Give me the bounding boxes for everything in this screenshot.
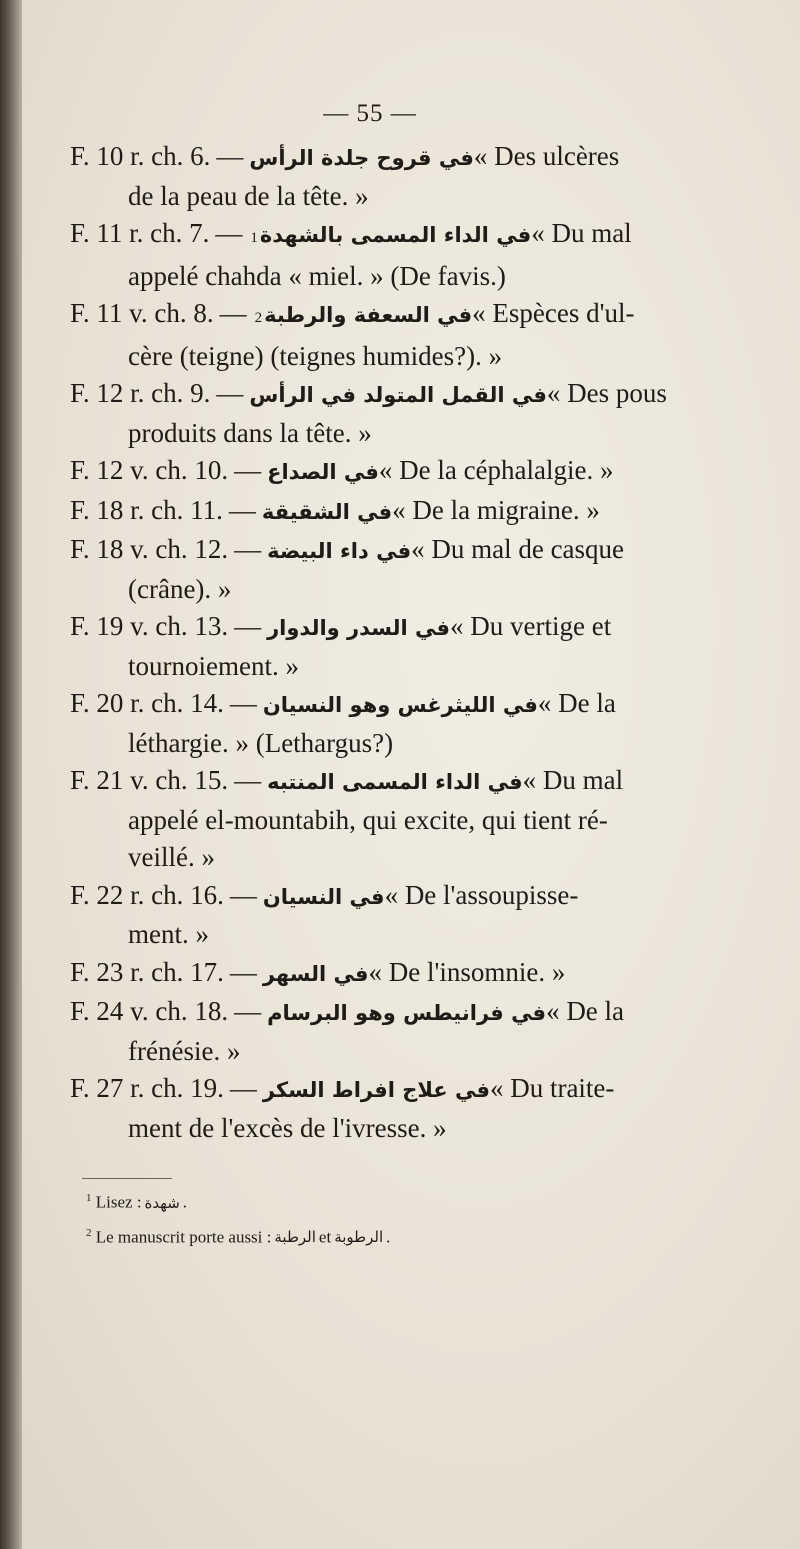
french-translation: « Espèces d'ul- <box>472 298 635 328</box>
footnote-marker: 1 <box>250 230 258 246</box>
em-dash: — <box>219 298 247 328</box>
footnote <box>86 1183 686 1218</box>
arabic-title: في الداء المسمى بالشهدة <box>259 223 532 247</box>
em-dash: — <box>234 534 262 564</box>
chapter-entry <box>70 993 710 1070</box>
french-translation: « De la céphalalgie. » <box>378 455 614 485</box>
entry-first-line <box>70 452 710 492</box>
footnote-number: 1 <box>86 1192 92 1204</box>
footnote-end: . <box>182 1192 188 1212</box>
footnote-rule <box>82 1178 172 1179</box>
arabic-title: في فرانيطس وهو البرسام <box>267 1001 547 1025</box>
chapter-entry <box>70 138 710 215</box>
folio-reference: F. 24 v. ch. 18. <box>70 996 229 1026</box>
french-translation-continued: veillé. » <box>128 842 215 872</box>
footnote-text: et <box>318 1227 332 1247</box>
entry-first-line <box>70 215 710 258</box>
chapter-entry <box>70 608 710 685</box>
folio-reference: F. 11 v. ch. 8. <box>70 298 214 328</box>
folio-reference: F. 27 r. ch. 19. <box>70 1073 224 1103</box>
folio-reference: F. 12 v. ch. 10. <box>70 455 229 485</box>
chapter-entry <box>70 1070 710 1147</box>
french-translation: « Du mal <box>522 765 624 795</box>
entry-first-line <box>70 492 710 532</box>
folio-reference: F. 11 r. ch. 7. <box>70 218 210 248</box>
chapter-entry <box>70 531 710 608</box>
entry-first-line <box>70 608 710 648</box>
footnotes <box>86 1183 686 1252</box>
arabic-title: في داء البيضة <box>267 539 412 563</box>
entry-first-line <box>70 993 710 1033</box>
page-number: — 55 — <box>323 100 417 127</box>
arabic-title: في السعفة والرطبة <box>264 303 473 327</box>
em-dash: — <box>229 956 257 987</box>
french-translation-continued: de la peau de la tête. » <box>128 180 369 211</box>
french-translation: « Du mal <box>531 218 632 248</box>
footnote-end: . <box>386 1227 391 1247</box>
arabic-title: في الليثرغس وهو النسيان <box>262 693 538 717</box>
chapter-entry <box>70 492 710 532</box>
em-dash: — <box>229 1073 257 1103</box>
arabic-title: في السدر والدوار <box>267 616 450 640</box>
french-translation: « De la migraine. » <box>392 494 600 525</box>
em-dash: — <box>234 611 262 641</box>
folio-reference: F. 20 r. ch. 14. <box>70 688 224 718</box>
em-dash: — <box>228 494 256 525</box>
folio-reference: F. 22 r. ch. 16. <box>70 879 224 910</box>
french-translation-continued: cère (teigne) (teignes humides?). » <box>128 340 503 371</box>
entry-first-line <box>70 295 710 338</box>
em-dash: — <box>216 378 244 408</box>
french-translation-continued: produits dans la tête. » <box>128 417 372 448</box>
chapter-entry <box>70 215 710 295</box>
em-dash: — <box>234 455 262 485</box>
chapter-list <box>70 138 710 1147</box>
chapter-entry <box>70 295 710 375</box>
footnote-text: Le manuscrit porte aussi : <box>95 1227 272 1247</box>
entry-first-line <box>70 1070 710 1110</box>
chapter-entry <box>70 762 710 877</box>
entry-first-line <box>70 954 710 994</box>
folio-reference: F. 12 r. ch. 9. <box>70 378 211 408</box>
arabic-title: في القمل المتولد في الرأس <box>249 383 547 407</box>
arabic-title: في الشقيقة <box>261 499 393 524</box>
french-translation: « Du traite- <box>489 1073 615 1103</box>
arabic-title: في السهر <box>262 961 369 986</box>
folio-reference: F. 10 r. ch. 6. <box>70 141 211 171</box>
french-translation: « Des pous <box>546 378 667 408</box>
french-translation: « Des ulcères <box>473 141 620 171</box>
folio-reference: F. 19 v. ch. 13. <box>70 611 229 641</box>
french-translation: « De la <box>546 996 625 1026</box>
entry-first-line <box>70 762 710 802</box>
folio-reference: F. 21 v. ch. 15. <box>70 765 229 795</box>
folio-reference: F. 18 v. ch. 12. <box>70 534 229 564</box>
arabic-title: في قروح جلدة الرأس <box>249 146 474 170</box>
entry-first-line <box>70 138 710 178</box>
arabic-title: في علاج افراط السكر <box>262 1078 490 1102</box>
arabic-title: في الداء المسمى المنتبه <box>267 770 523 794</box>
chapter-entry <box>70 685 710 762</box>
french-translation-continued: ment. » <box>128 919 209 949</box>
footnote <box>86 1218 686 1253</box>
footnote-arabic: الرطوبة <box>334 1228 384 1247</box>
entry-first-line <box>70 877 710 917</box>
chapter-entry <box>70 954 710 994</box>
footnote-arabic: الرطبة <box>274 1228 316 1247</box>
em-dash: — <box>229 688 257 718</box>
chapter-entry <box>70 452 710 492</box>
french-translation: « Du vertige et <box>450 611 612 641</box>
entry-first-line <box>70 531 710 571</box>
french-translation-continued: léthargie. » (Lethargus?) <box>128 727 394 758</box>
french-translation: « De l'assoupisse- <box>384 879 579 910</box>
french-translation-continued: appelé el-mountabih, qui excite, qui tient ré- <box>128 804 608 835</box>
em-dash: — <box>229 879 257 910</box>
french-translation-continued: ment de l'excès de l'ivresse. » <box>128 1112 447 1143</box>
french-translation-continued: appelé chahda « miel. » (De favis.) <box>128 260 506 291</box>
em-dash: — <box>215 218 243 248</box>
french-translation: « De la <box>537 688 616 718</box>
em-dash: — <box>234 996 262 1026</box>
footnote-number: 2 <box>86 1226 92 1239</box>
footnote-text: Lisez : <box>95 1192 142 1212</box>
arabic-title: في الصداع <box>267 460 379 484</box>
french-translation: « Du mal de casque <box>411 534 625 564</box>
french-translation: « De l'insomnie. » <box>368 956 566 987</box>
french-translation-continued: (crâne). » <box>128 573 232 604</box>
page-binding-shadow <box>0 0 22 1549</box>
entry-first-line <box>70 685 710 725</box>
french-translation-continued: tournoiement. » <box>128 650 299 681</box>
entry-first-line <box>70 375 710 415</box>
em-dash: — <box>234 765 262 795</box>
french-translation-continued: frénésie. » <box>128 1035 241 1066</box>
footnote-arabic: شهدة <box>144 1193 180 1212</box>
footnote-marker: 2 <box>254 310 263 326</box>
arabic-title: في النسيان <box>262 884 385 909</box>
folio-reference: F. 23 r. ch. 17. <box>70 956 224 987</box>
folio-reference: F. 18 r. ch. 11. <box>70 494 223 525</box>
chapter-entry <box>70 375 710 452</box>
em-dash: — <box>216 141 244 171</box>
chapter-entry <box>70 877 710 954</box>
